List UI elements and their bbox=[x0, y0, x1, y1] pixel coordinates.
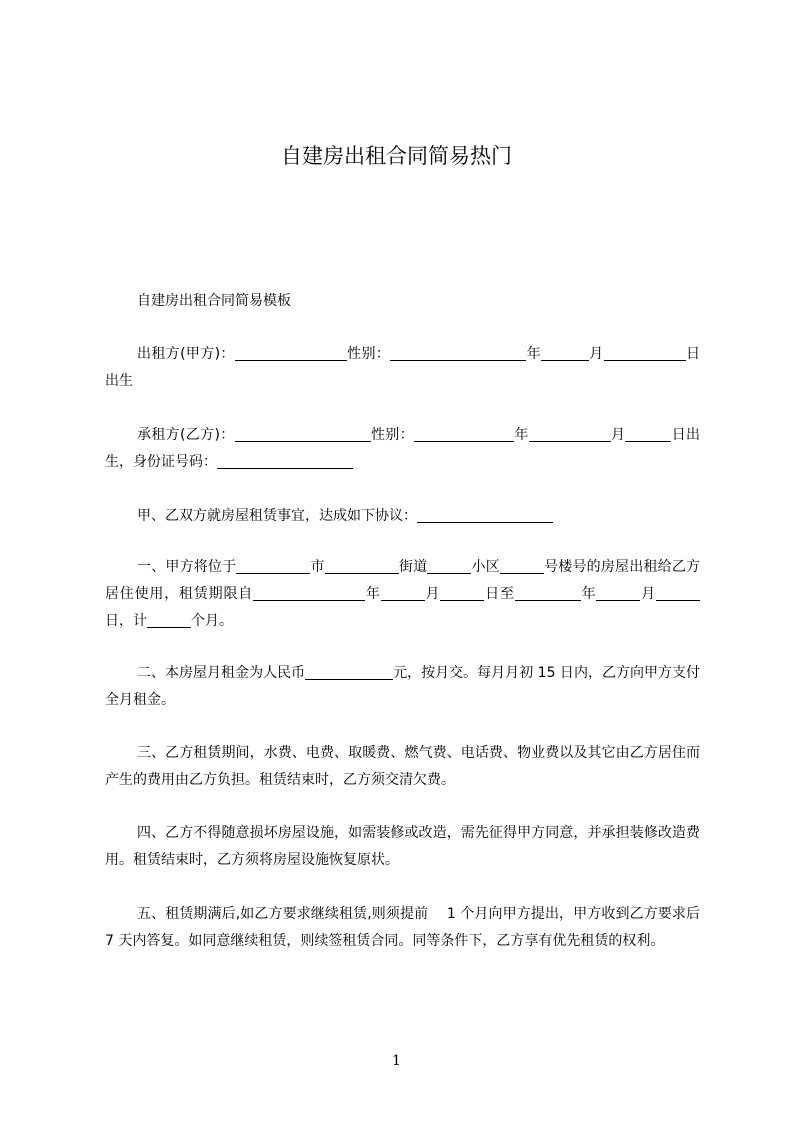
lessor-gender-blank[interactable] bbox=[390, 344, 526, 361]
clause-1-month-blank[interactable] bbox=[440, 584, 484, 601]
lessor-gender-label: 性别： bbox=[346, 346, 391, 362]
clause-1 bbox=[105, 554, 700, 635]
clause-1-year2: 年 bbox=[580, 586, 597, 602]
lessee-year-blank[interactable] bbox=[529, 425, 611, 442]
document-title: 自建房出租合同简易热门 bbox=[281, 144, 512, 168]
clause-1-city: 市 bbox=[310, 559, 325, 575]
lessee-month-blank[interactable] bbox=[625, 425, 671, 442]
clause-1-day-to: 日至 bbox=[484, 586, 515, 602]
page-number: 1 bbox=[392, 1053, 401, 1069]
clause-1-months: 个月。 bbox=[191, 613, 233, 629]
lessor-year-blank[interactable] bbox=[541, 344, 589, 361]
lessor-month-label: 月 bbox=[588, 346, 604, 362]
lessee-born-id-label: 日出生，身份证号码： bbox=[105, 427, 701, 470]
clause-5: 五、租赁期满后,如乙方要求继续租赁,则须提前 1 个月向甲方提出，甲方收到乙方要求后 7 天内答复。如同意继续租赁，则续签租赁合同。同等条件下，乙方享有优先租赁的权利。 bbox=[105, 906, 700, 949]
clause-1-month2-blank[interactable] bbox=[656, 584, 700, 601]
clause-1-end-blank[interactable] bbox=[515, 584, 581, 601]
clause-4: 四、乙方不得随意损坏房屋设施，如需装修或改造，需先征得甲方同意，并承担装修改造费用。租赁结束时，乙方须将房屋设施恢复原状。 bbox=[105, 825, 700, 868]
clause-1-start-blank[interactable] bbox=[253, 584, 365, 601]
lessor-day-blank[interactable] bbox=[676, 344, 686, 361]
lessor-name-blank[interactable] bbox=[235, 344, 347, 361]
lessee-name-blank[interactable] bbox=[235, 425, 371, 442]
lessee-gender-label: 性别： bbox=[370, 427, 414, 443]
agreement-text: 甲、乙双方就房屋租赁事宜，达成如下协议： bbox=[137, 508, 417, 524]
clause-1-months-blank[interactable] bbox=[147, 611, 191, 628]
agreement-blank[interactable] bbox=[417, 506, 553, 523]
clause-1-location-blank[interactable] bbox=[236, 557, 310, 574]
clause-1-street: 街道 bbox=[398, 559, 428, 575]
clause-1-day-total: 日，计 bbox=[105, 613, 147, 629]
clause-1-district: 小区 bbox=[471, 559, 500, 575]
clause-1-city-blank[interactable] bbox=[325, 557, 399, 574]
clause-2-rest: 元，按月交。每月月初 15 日内，乙方向甲方支付全月租金。 bbox=[105, 665, 701, 708]
clause-1-district-blank[interactable] bbox=[500, 557, 544, 574]
clause-1-building: 号楼号的房屋出租给乙方居住使用，租赁期限自 bbox=[105, 559, 701, 602]
clause-1-street-blank[interactable] bbox=[427, 557, 471, 574]
clause-1-month: 月 bbox=[424, 586, 441, 602]
clause-1-year: 年 bbox=[365, 586, 381, 602]
lessee-year-label: 年 bbox=[513, 427, 529, 443]
clause-2 bbox=[105, 660, 700, 714]
lessor-label: 出租方(甲方)： bbox=[137, 346, 235, 362]
clause-1-year2-blank[interactable] bbox=[596, 584, 640, 601]
lessee-gender-blank[interactable] bbox=[414, 425, 514, 442]
clause-2-rent-blank[interactable] bbox=[305, 663, 393, 680]
clause-1-month2: 月 bbox=[640, 586, 657, 602]
lessor-month-blank[interactable] bbox=[604, 344, 676, 361]
clause-2-intro: 二、本房屋月租金为人民币 bbox=[137, 665, 306, 681]
lessee-line bbox=[105, 422, 700, 476]
lessee-label: 承租方(乙方)： bbox=[137, 427, 235, 443]
clause-1-year-blank[interactable] bbox=[381, 584, 425, 601]
lessee-id-blank[interactable] bbox=[217, 452, 353, 469]
lessor-year-label: 年 bbox=[526, 346, 541, 362]
clause-1-intro: 一、甲方将位于 bbox=[137, 559, 237, 575]
document-subtitle: 自建房出租合同简易模板 bbox=[137, 293, 291, 309]
clause-3: 三、乙方租赁期间，水费、电费、取暖费、燃气费、电话费、物业费以及其它由乙方居住而产生的费用由乙方负担。租赁结束时，乙方须交清欠费。 bbox=[105, 745, 700, 788]
lessor-born-label: 日出生 bbox=[105, 346, 701, 389]
lessor-line bbox=[105, 341, 700, 395]
agreement-line bbox=[105, 503, 700, 530]
lessee-month-label: 月 bbox=[610, 427, 626, 443]
